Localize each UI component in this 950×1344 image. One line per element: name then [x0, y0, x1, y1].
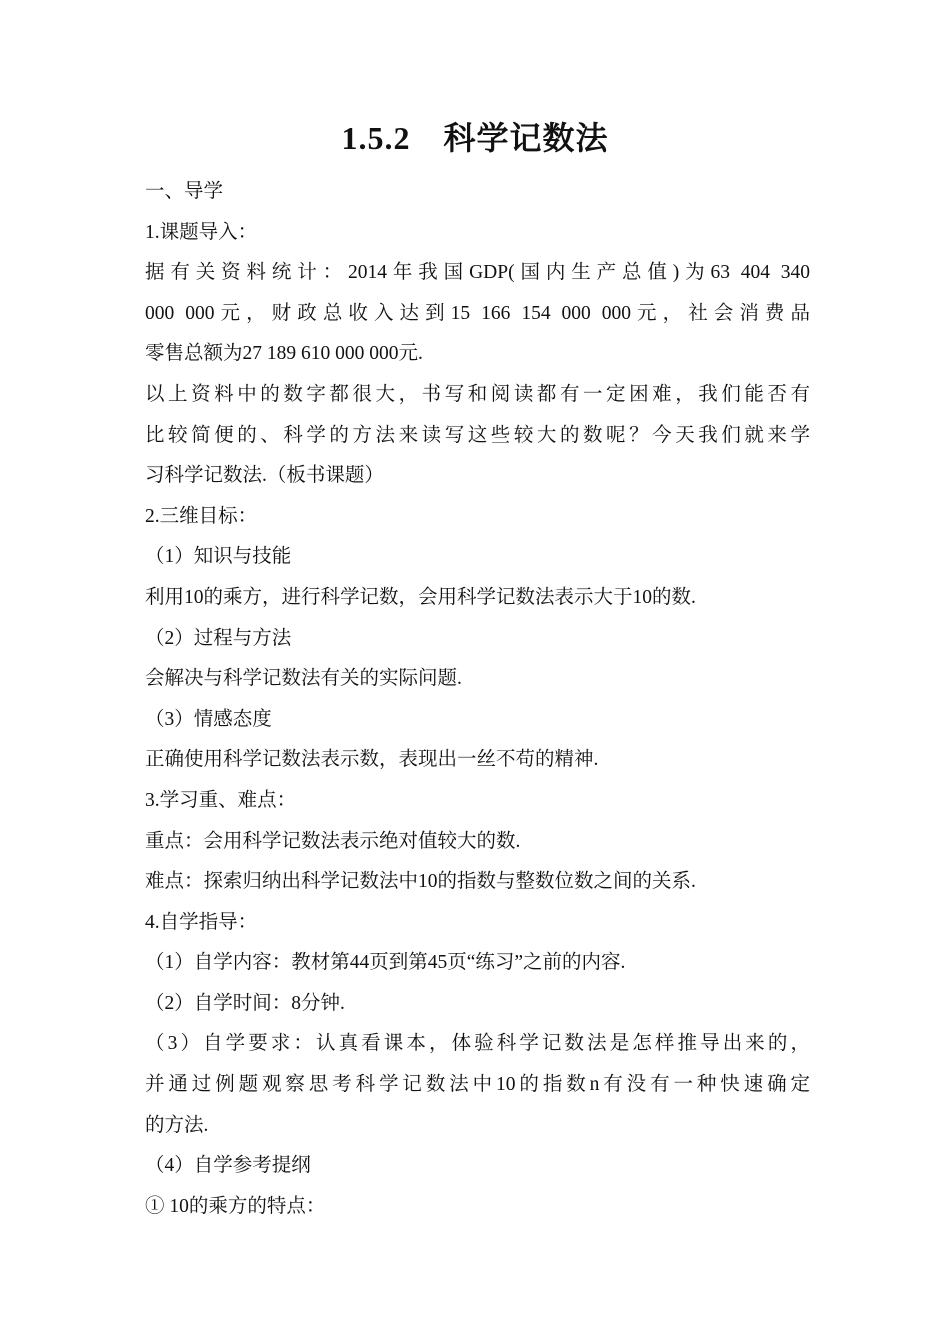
list-item: （1）知识与技能 [145, 546, 292, 568]
paragraph-line: 会解决与科学记数法有关的实际问题. [145, 668, 462, 690]
list-item: （4）自学参考提纲 [145, 1155, 311, 1177]
paragraph-line: 并通过例题观察思考科学记数法中10的指数n有没有一种快速确定 [145, 1074, 810, 1096]
paragraph-line: 比较简便的、科学的方法来读写这些较大的数呢？今天我们就来学 [145, 424, 810, 446]
list-item: （2）自学时间：8分钟. [145, 992, 345, 1014]
paragraph-line: 000 000元，财政总收入达到15 166 154 000 000元，社会消费品 [145, 302, 810, 324]
subsection-heading: 1.课题导入： [145, 221, 258, 243]
paragraph-line: 习科学记数法.（板书课题） [145, 465, 384, 487]
subsection-heading: 2.三维目标： [145, 505, 258, 527]
list-item: （1）自学内容：教材第44页到第45页“练习”之前的内容. [145, 952, 626, 974]
list-item: （3）情感态度 [145, 708, 272, 730]
subsection-heading: 3.学习重、难点： [145, 789, 297, 811]
paragraph-line: 以上资料中的数字都很大，书写和阅读都有一定困难，我们能否有 [145, 383, 810, 405]
list-item: （2）过程与方法 [145, 627, 292, 649]
paragraph-line: 利用10的乘方，进行科学记数，会用科学记数法表示大于10的数. [145, 586, 696, 608]
paragraph-line: 零售总额为27 189 610 000 000元. [145, 343, 423, 365]
section-heading: 一、导学 [145, 181, 224, 202]
paragraph-line: 难点：探索归纳出科学记数法中10的指数与整数位数之间的关系. [145, 871, 696, 893]
subsection-heading: 4.自学指导： [145, 911, 258, 933]
paragraph-line: 重点：会用科学记数法表示绝对值较大的数. [145, 830, 521, 852]
list-item: ① 10的乘方的特点： [145, 1195, 326, 1217]
page-title: 1.5.2 科学记数法 [341, 120, 609, 156]
paragraph-line: 的方法. [145, 1114, 209, 1136]
paragraph-line: 正确使用科学记数法表示数，表现出一丝不苟的精神. [145, 749, 599, 771]
document-body [145, 172, 810, 1227]
paragraph-line: 据有关资料统计：2014年我国GDP(国内生产总值)为63 404 340 [145, 262, 810, 284]
list-item: （3）自学要求：认真看课本，体验科学记数法是怎样推导出来的， [145, 1033, 810, 1055]
